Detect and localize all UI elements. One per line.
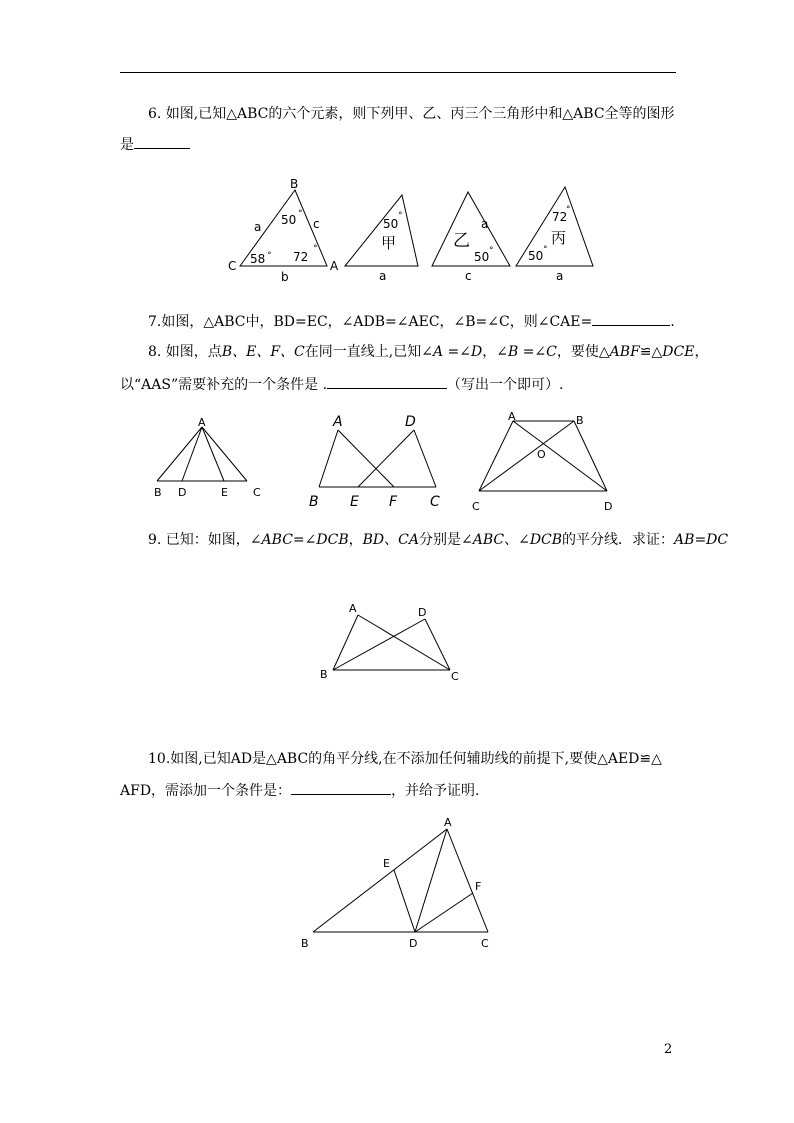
q8-text: 8. 如图，点	[148, 344, 222, 360]
q10-text: 10.如图,已知AD是△ABC的角平分线,在不添加任何辅助线的前提下,要使△AED≌△	[148, 751, 662, 767]
fig7-label-A: A	[198, 416, 206, 429]
q10-label-C: C	[481, 937, 489, 950]
degree-mark: °	[313, 244, 318, 254]
degree-mark: °	[267, 251, 272, 261]
q10-label-E: E	[383, 857, 390, 870]
q9-label-C: C	[451, 670, 459, 683]
q10-label-F: F	[475, 880, 482, 893]
q6-jia-angle: 50	[383, 217, 399, 231]
q6-bing-name: 丙	[551, 229, 567, 247]
q9-var: CA	[398, 532, 419, 548]
fig8b-label-C: C	[472, 500, 480, 513]
q9-text: 、	[384, 532, 399, 548]
q6-yi-angle: 50	[474, 250, 490, 264]
q6-jia-side: a	[379, 269, 387, 283]
q10-text: ，并给予证明.	[391, 783, 480, 799]
q7-text: 7.如图，△ABC中，BD=EC，∠ADB=∠AEC，∠B=∠C，则∠CAE=	[148, 314, 593, 330]
q6-side-a: a	[254, 220, 262, 234]
q8-var: B	[507, 344, 519, 360]
q8-points: B、E、F、C	[221, 344, 305, 360]
q8-text: 在同一直线上,已知∠	[304, 344, 433, 360]
q6-angle-a: 72	[293, 250, 309, 264]
q9-label-B: B	[320, 668, 328, 681]
q10-label-A: A	[444, 816, 452, 829]
q8-text: ≌△	[639, 344, 663, 360]
q9-text: =∠	[292, 532, 317, 548]
degree-mark: °	[298, 209, 303, 219]
q9-label-D: D	[418, 606, 427, 619]
page-number: 2	[664, 1042, 673, 1057]
q6-yi-side-c: c	[465, 269, 472, 283]
degree-mark: °	[543, 245, 548, 255]
q10-text: AFD，需添加一个条件是：	[120, 783, 292, 799]
q8-text: （写出一个即可）.	[447, 377, 564, 393]
q6-text: 6. 如图,已知△ABC的六个元素，则下列甲、乙、丙三个三角形中和△ABC全等的图形	[148, 106, 675, 122]
degree-mark: °	[566, 205, 571, 215]
q6-angle-b: 50	[281, 213, 297, 227]
q6-label-C: C	[228, 259, 237, 273]
fig8b-label-A: A	[508, 410, 516, 423]
fig8-label-A: A	[333, 414, 343, 430]
fig8-label-E: E	[350, 494, 359, 510]
fig8b-label-D: D	[604, 500, 613, 513]
q8-var: A	[432, 344, 444, 360]
fig8-label-D: D	[405, 414, 416, 430]
degree-mark: °	[489, 246, 494, 256]
q8-text: 以“AAS”需要补充的一个条件是 .	[120, 377, 328, 393]
q9-var: BD	[362, 532, 385, 548]
q8-text: =∠	[518, 344, 547, 360]
fig7-label-C: C	[253, 486, 261, 499]
q9-var: ABC	[472, 532, 505, 548]
q6-label-A: A	[330, 259, 339, 273]
q6-jia-name: 甲	[381, 234, 397, 252]
fig7-label-B: B	[154, 486, 162, 499]
q9-text: 、∠	[504, 532, 530, 548]
q8-text: =∠	[443, 344, 471, 360]
q9-var: ABC	[261, 532, 293, 548]
q9-label-A: A	[349, 602, 357, 615]
q6-side-b: b	[281, 270, 289, 284]
q9-var: DCB	[316, 532, 349, 548]
q9-text: ，	[348, 532, 363, 548]
q8-text: ，要使△	[556, 344, 610, 360]
fig7-label-E: E	[221, 486, 228, 499]
q6-side-c: c	[313, 217, 320, 231]
fig8-label-F: F	[389, 494, 398, 510]
q9-text: 9. 已知：如图，∠	[148, 532, 262, 548]
q6-angle-c: 58	[250, 252, 266, 266]
q9-var: DCB	[529, 532, 563, 548]
q6-bing-side: a	[556, 269, 564, 283]
q10-label-D: D	[409, 937, 418, 950]
fig8-label-B: B	[309, 494, 319, 510]
q9-goal: AB=DC	[674, 532, 729, 548]
q6-yi-name: 乙	[453, 231, 470, 251]
q6-yi-side-a: a	[481, 217, 489, 231]
q7-end: .	[670, 314, 675, 330]
q8-text: ，	[694, 344, 709, 360]
q8-var: D	[470, 344, 483, 360]
q8-var: ABF	[609, 344, 640, 360]
q8-var: C	[546, 344, 557, 360]
q9-text: 的平分线．求证：	[562, 532, 675, 548]
q8-text: ，∠	[482, 344, 508, 360]
fig7-label-D: D	[178, 486, 187, 499]
q6-label-B: B	[290, 177, 299, 191]
q6-text-2: 是	[120, 137, 134, 153]
q8-var: DCE	[662, 344, 695, 360]
fig8b-label-B: B	[576, 414, 584, 427]
q6-bing-angle1: 72	[552, 210, 568, 224]
degree-mark: °	[398, 211, 403, 221]
q9-text: 分别是∠	[418, 532, 473, 548]
q10-label-B: B	[301, 937, 309, 950]
fig8b-label-O: O	[537, 448, 546, 461]
q6-bing-angle2: 50	[528, 249, 544, 263]
fig8-label-C: C	[430, 494, 440, 510]
